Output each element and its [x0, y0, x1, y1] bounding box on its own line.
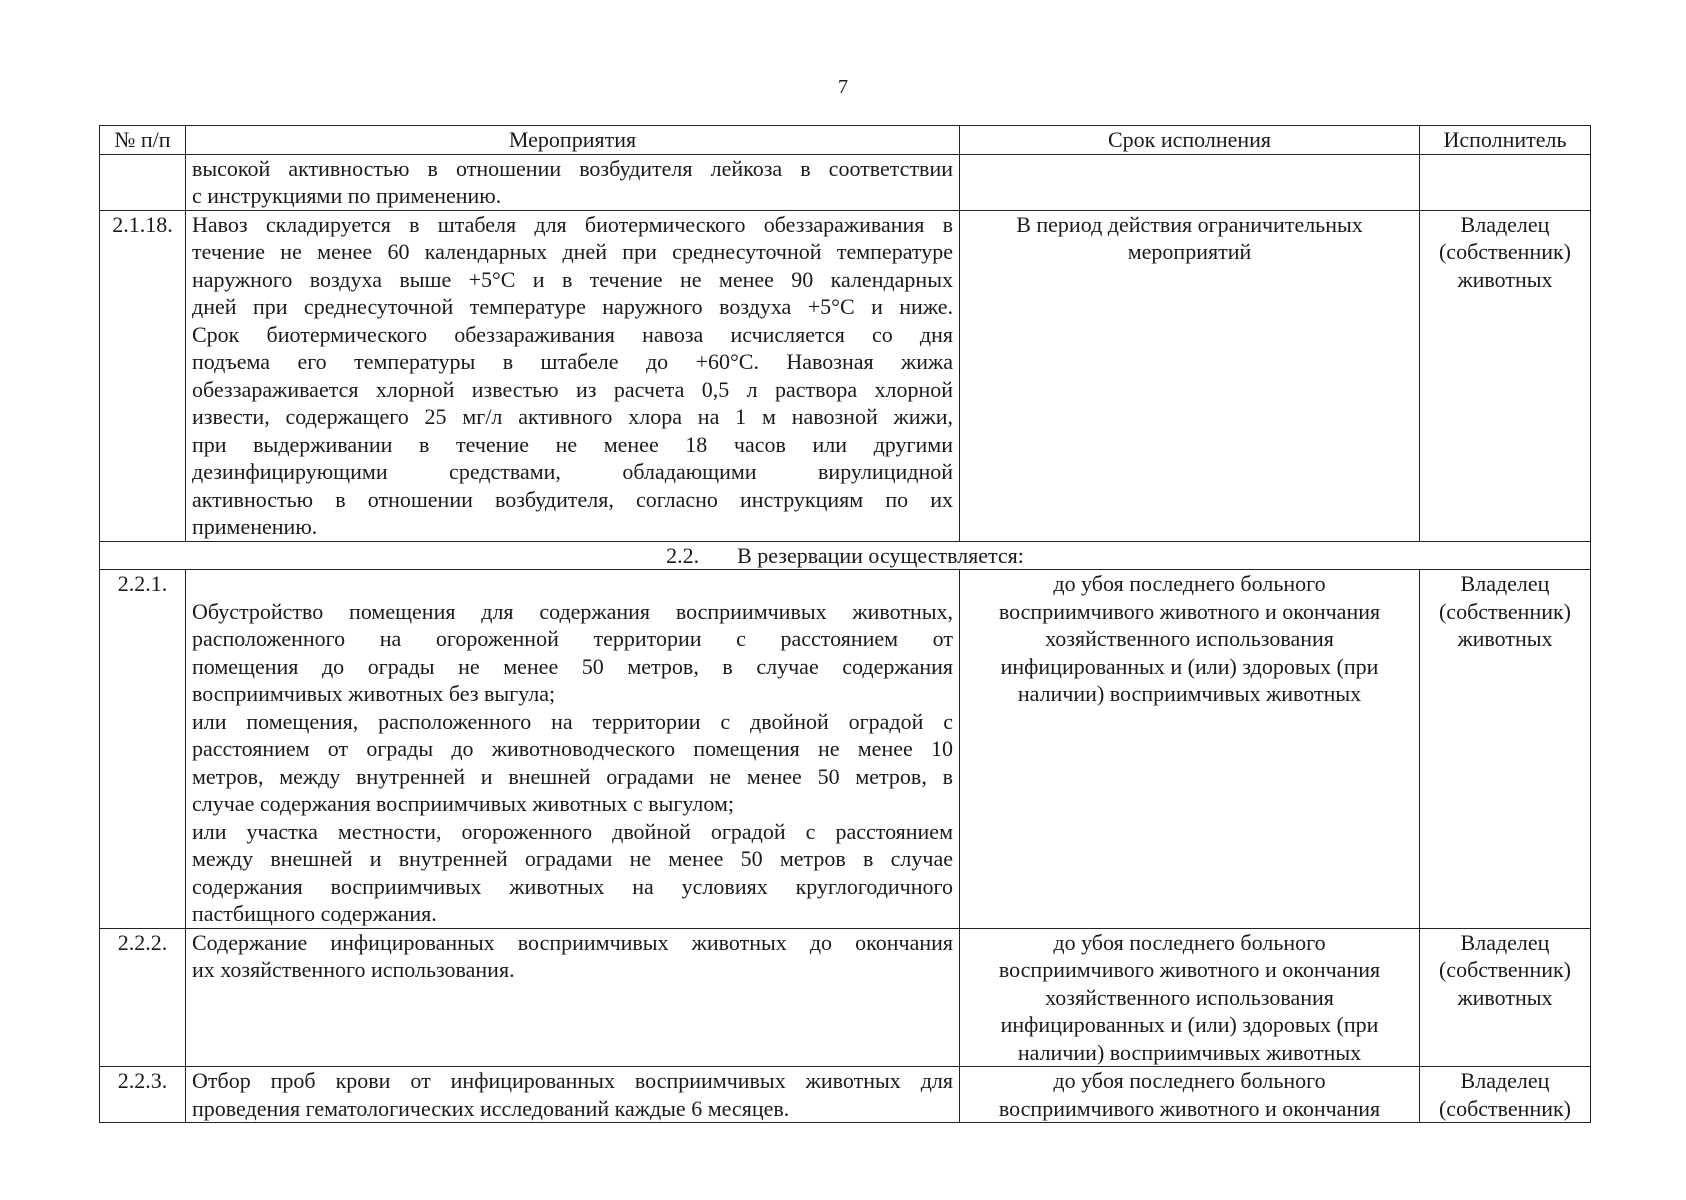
deadline-line: инфицированных и (или) здоровых (при — [1000, 653, 1379, 679]
row-number: 2.2.3. — [100, 1067, 186, 1123]
activity-line: применению. — [192, 514, 318, 539]
deadline-line: до убоя последнего больного — [1053, 1068, 1326, 1093]
row-executor — [1420, 1067, 1591, 1123]
executor-line: Владелец — [1460, 929, 1550, 955]
header-activities: Мероприятия — [186, 126, 960, 155]
row-activity — [186, 210, 960, 541]
activity-line: или помещения, расположенного на территории с двойной оградой с — [192, 708, 953, 734]
activity-line: расстоянием от ограды до животноводческого помещения не менее 10 — [192, 736, 953, 761]
activity-line: содержания восприимчивых животных на условиях круглогодичного — [192, 873, 953, 899]
activity-line: дезинфицирующими средствами, обладающими вирулицидной — [192, 459, 953, 484]
activity-line: метров, между внутренней и внешней оградами не менее 50 метров, в — [192, 763, 953, 789]
deadline-line: хозяйственного использования — [1045, 626, 1334, 651]
row-activity — [186, 1067, 960, 1123]
activity-line: высокой активностью в отношении возбудителя лейкоза в соответствии — [192, 155, 953, 181]
row-deadline — [960, 154, 1420, 210]
deadline-line: до убоя последнего больного — [1053, 571, 1326, 596]
executor-line: (собственник) — [1438, 1095, 1572, 1121]
executor-line: Владелец — [1460, 1068, 1550, 1093]
activity-line: наружного воздуха выше +5°С и в течение не менее 90 календарных — [192, 266, 953, 292]
row-deadline — [960, 210, 1420, 541]
header-row — [100, 126, 1591, 155]
executor-line: (собственник) — [1438, 598, 1572, 624]
activity-line: при выдерживании в течение не менее 18 часов или другими — [192, 431, 953, 457]
executor-line: (собственник) — [1438, 957, 1572, 982]
activity-line: извести, содержащего 25 мг/л активного хлора на 1 м навозной жижи, — [192, 404, 953, 429]
activity-line: проведения гематологических исследований каждые 6 месяцев. — [192, 1095, 790, 1121]
page-number: 7 — [838, 76, 848, 98]
row-activity — [186, 154, 960, 210]
activity-line: Отбор проб крови от инфицированных восприимчивых животных для — [192, 1068, 953, 1093]
executor-line: животных — [1457, 626, 1553, 651]
header-deadline: Срок исполнения — [960, 126, 1420, 155]
activity-line: расположенного на огороженной территории с расстоянием от — [192, 626, 953, 651]
activity-line: между внешней и внутренней оградами не менее 50 метров в случае — [192, 846, 953, 871]
row-deadline — [960, 928, 1420, 1067]
table-body — [100, 154, 1591, 1123]
activity-line: восприимчивых животных без выгула; — [192, 681, 556, 706]
section-heading — [100, 541, 1591, 570]
header-executor: Исполнитель — [1420, 126, 1591, 155]
activity-line: подъема его температуры в штабеле до +60°С. Навозная жижа — [192, 349, 953, 374]
activity-line: обеззараживается хлорной известью из расчета 0,5 л раствора хлорной — [192, 376, 953, 402]
activity-line: течение не менее 60 календарных дней при среднесуточной температуре — [192, 239, 953, 264]
activity-line: случае содержания восприимчивых животных с выгулом; — [192, 791, 735, 816]
table-row — [100, 154, 1591, 210]
deadline-line: хозяйственного использования — [1045, 984, 1334, 1010]
executor-line: животных — [1457, 266, 1553, 292]
header-number: № п/п — [100, 126, 186, 155]
activity-line: Навоз складируется в штабеля для биотермического обеззараживания в — [192, 211, 953, 237]
section-number: 2.2. — [666, 542, 700, 568]
deadline-line: до убоя последнего больного — [1053, 929, 1326, 955]
row-executor — [1420, 210, 1591, 541]
table-row — [100, 570, 1591, 929]
deadline-line: наличии) восприимчивых животных — [1017, 1039, 1362, 1065]
activity-line: помещения до ограды не менее 50 метров, в случае содержания — [192, 653, 953, 679]
deadline-line: восприимчивого животного и окончания — [998, 598, 1381, 624]
row-number — [100, 154, 186, 210]
activity-line: Содержание инфицированных восприимчивых животных до окончания — [192, 929, 953, 955]
deadline-line: восприимчивого животного и окончания — [998, 1095, 1381, 1121]
deadline-line: мероприятий — [1127, 239, 1252, 264]
activity-line: Обустройство помещения для содержания восприимчивых животных, — [192, 598, 953, 624]
activity-line: их хозяйственного использования. — [192, 957, 515, 982]
activity-line: дней при среднесуточной температуре наружного воздуха +5°С и ниже. — [192, 294, 953, 319]
activity-line: активностью в отношении возбудителя, согласно инструкциям по их — [192, 486, 953, 512]
deadline-line: В период действия ограничительных — [1016, 211, 1363, 237]
row-deadline — [960, 570, 1420, 929]
deadline-line: наличии) восприимчивых животных — [1017, 681, 1362, 706]
table-row — [100, 928, 1591, 1067]
executor-line: Владелец — [1460, 571, 1550, 596]
activity-line: с инструкциями по применению. — [192, 183, 502, 208]
section-row — [100, 541, 1591, 570]
table-row — [100, 210, 1591, 541]
deadline-line: инфицированных и (или) здоровых (при — [1000, 1012, 1379, 1037]
activity-line: пастбищного содержания. — [192, 901, 437, 926]
row-activity — [186, 928, 960, 1067]
row-number: 2.2.1. — [100, 570, 186, 929]
activity-line: или участка местности, огороженного двойной оградой с расстоянием — [192, 818, 953, 844]
row-executor — [1420, 154, 1591, 210]
blank-line — [192, 570, 953, 598]
row-number: 2.1.18. — [100, 210, 186, 541]
table-row — [100, 1067, 1591, 1123]
executor-line: (собственник) — [1438, 239, 1572, 264]
deadline-line: восприимчивого животного и окончания — [998, 957, 1381, 982]
row-executor — [1420, 928, 1591, 1067]
activity-line: Срок биотермического обеззараживания навоза исчисляется со дня — [192, 321, 953, 347]
executor-line: животных — [1457, 984, 1553, 1010]
section-title: В резервации осуществляется: — [737, 542, 1024, 568]
row-executor — [1420, 570, 1591, 929]
row-activity — [186, 570, 960, 929]
measures-table — [99, 125, 1591, 1123]
executor-line: Владелец — [1460, 211, 1550, 237]
row-deadline — [960, 1067, 1420, 1123]
table-header — [100, 126, 1591, 155]
row-number: 2.2.2. — [100, 928, 186, 1067]
